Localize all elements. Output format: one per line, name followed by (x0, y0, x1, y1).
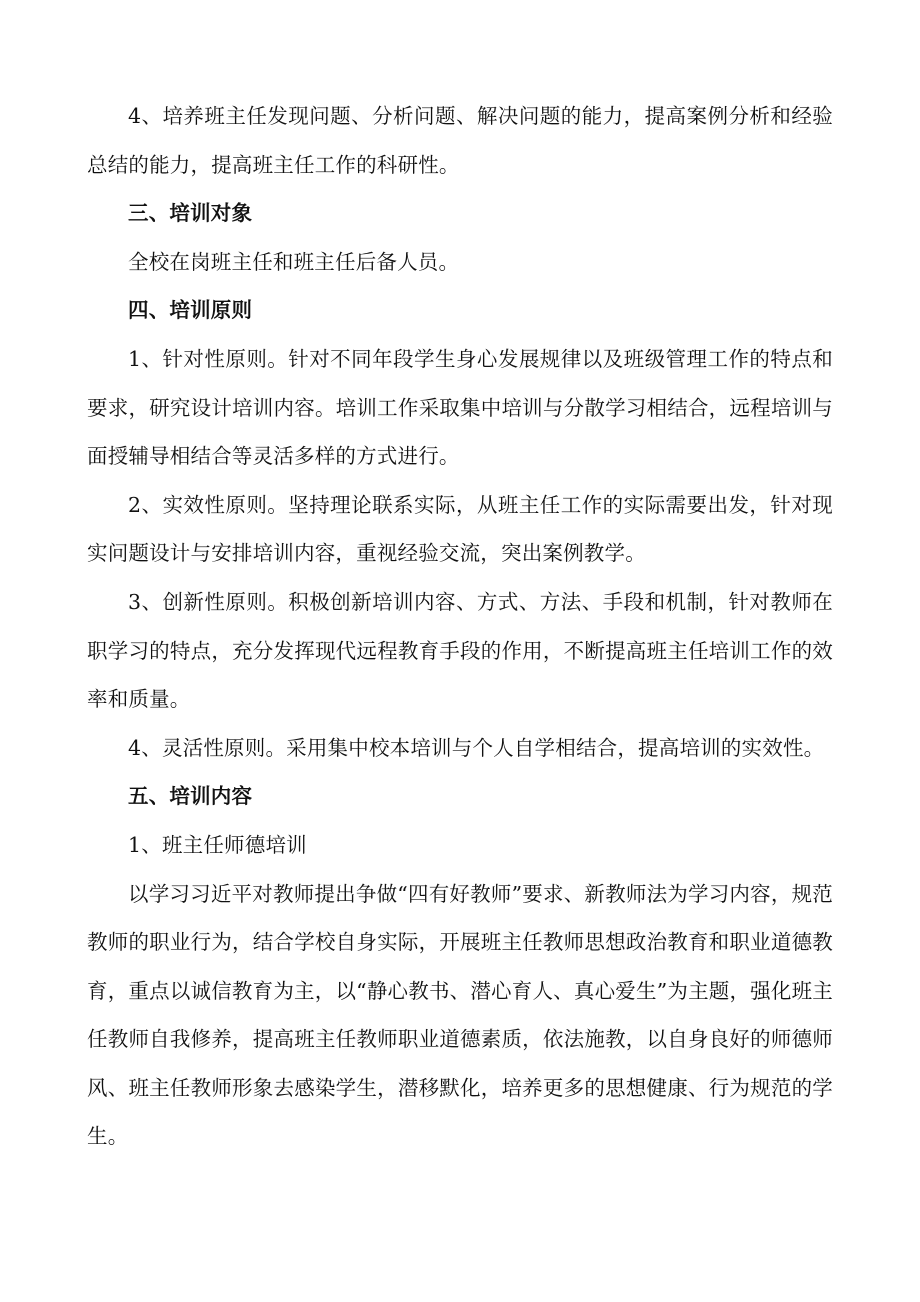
heading-training-targets: 三、培训对象 (128, 201, 253, 226)
heading-training-principles: 四、培训原则 (128, 298, 253, 323)
paragraph-goal-4: 4、培养班主任发现问题、分析问题、解决问题的能力，提高案例分析和经验总结的能力，提高班主任工作的科研性。 (87, 104, 833, 177)
paragraph-targets: 全校在岗班主任和班主任后备人员。 (128, 249, 460, 274)
paragraph-principle-2: 2、实效性原则。坚持理论联系实际，从班主任工作的实际需要出发，针对现实问题设计与安排培训内容，重视经验交流，突出案例教学。 (87, 492, 833, 566)
paragraph-principle-3: 3、创新性原则。积极创新培训内容、方式、方法、手段和机制，针对教师在职学习的特点，充分发挥现代远程教育手段的作用，不断提高班主任培训工作的效率和质量。 (87, 589, 833, 712)
subheading-ethics-training: 1、班主任师德培训 (128, 832, 307, 857)
heading-training-content: 五、培训内容 (128, 784, 253, 809)
paragraph-principle-4: 4、灵活性原则。采用集中校本培训与个人自学相结合，提高培训的实效性。 (128, 735, 825, 760)
paragraph-ethics-training: 以学习习近平对教师提出争做“四有好教师”要求、新教师法为学习内容，规范教师的职业行为，结合学校自身实际，开展班主任教师思想政治教育和职业道德教育，重点以诚信教育为主，以“静心教书、潜心育人、真心爱生”为主题，强化班主任教师自我修养，提高班主任教师职业道德素质，依法施教，以自身良好的师德师风、班主任教师形象去感染学生，潜移默化，培养更多的思想健康、行为规范的学生。 (87, 881, 833, 1149)
paragraph-principle-1: 1、针对性原则。针对不同年段学生身心发展规律以及班级管理工作的特点和要求，研究设计培训内容。培训工作采取集中培训与分散学习相结合，远程培训与面授辅导相结合等灵活多样的方式进行。 (87, 346, 833, 469)
document-body (87, 92, 833, 1161)
